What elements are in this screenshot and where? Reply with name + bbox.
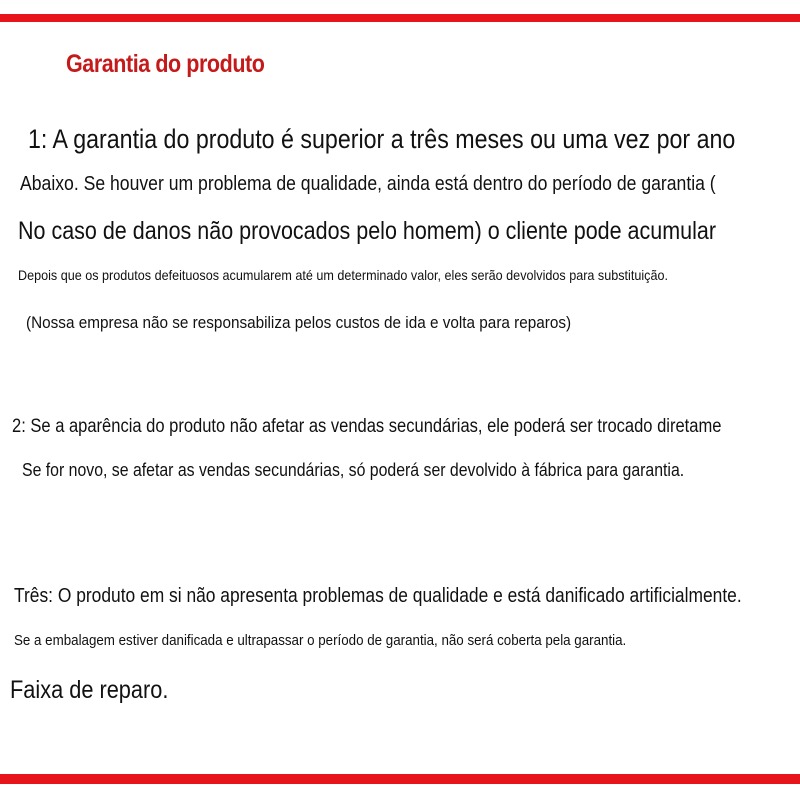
section-1-line-4: Depois que os produtos defeituosos acumularem até um determinado valor, eles serão devolvidos para substituição. bbox=[18, 267, 668, 283]
bottom-accent-bar bbox=[0, 774, 800, 784]
section-3-line-1: Três: O produto em si não apresenta problemas de qualidade e está danificado artificialmente. bbox=[14, 585, 742, 607]
section-1-line-3: No caso de danos não provocados pelo homem) o cliente pode acumular bbox=[18, 217, 716, 245]
section-1-line-5: (Nossa empresa não se responsabiliza pelos custos de ida e volta para reparos) bbox=[26, 313, 572, 332]
page-title: Garantia do produto bbox=[66, 50, 265, 78]
section-3-line-2: Se a embalagem estiver danificada e ultrapassar o período de garantia, não será coberta pela garantia. bbox=[14, 632, 627, 649]
section-1-line-2: Abaixo. Se houver um problema de qualidade, ainda está dentro do período de garantia ( bbox=[20, 173, 716, 195]
section-2-line-1: 2: Se a aparência do produto não afetar as vendas secundárias, ele poderá ser trocado diretame bbox=[12, 416, 722, 437]
section-2-line-2: Se for novo, se afetar as vendas secundárias, só poderá ser devolvido à fábrica para garantia. bbox=[22, 460, 685, 480]
section-1-line-1: 1: A garantia do produto é superior a três meses ou uma vez por ano bbox=[28, 124, 736, 154]
section-3-line-3: Faixa de reparo. bbox=[10, 676, 169, 704]
top-accent-bar bbox=[0, 14, 800, 22]
